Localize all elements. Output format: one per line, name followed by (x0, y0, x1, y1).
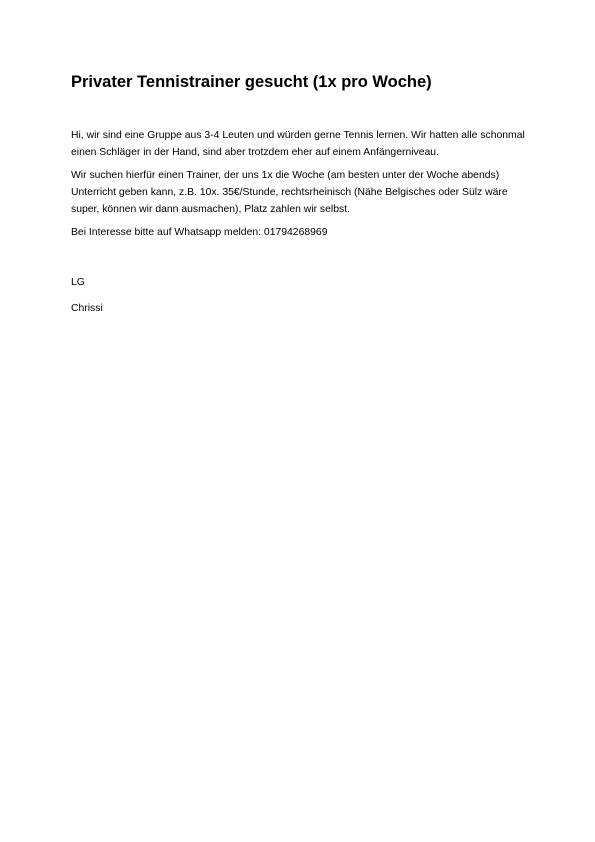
signature: Chrissi (71, 303, 103, 314)
document-title: Privater Tennistrainer gesucht (1x pro Woche) (71, 73, 432, 91)
paragraph-request: Wir suchen hierfür einen Trainer, der uns 1x die Woche (am besten unter der Woche abends) Unterricht geben kann, z.B. 10x. 35€/Stunde, rechtsrheinisch (Nähe Belgisches oder Sülz wäre super, können wir dann ausmachen), Platz zahlen wir selbst. (71, 170, 508, 215)
paragraph-contact: Bei Interesse bitte auf Whatsapp melden: 01794268969 (71, 227, 328, 238)
document-body (71, 71, 526, 317)
paragraph-intro: Hi, wir sind eine Gruppe aus 3-4 Leuten und würden gerne Tennis lernen. Wir hatten alle schonmal einen Schläger in der Hand, sind aber trotzdem eher auf einem Anfängerniveau. (71, 130, 525, 158)
closing-greeting: LG (71, 277, 85, 288)
